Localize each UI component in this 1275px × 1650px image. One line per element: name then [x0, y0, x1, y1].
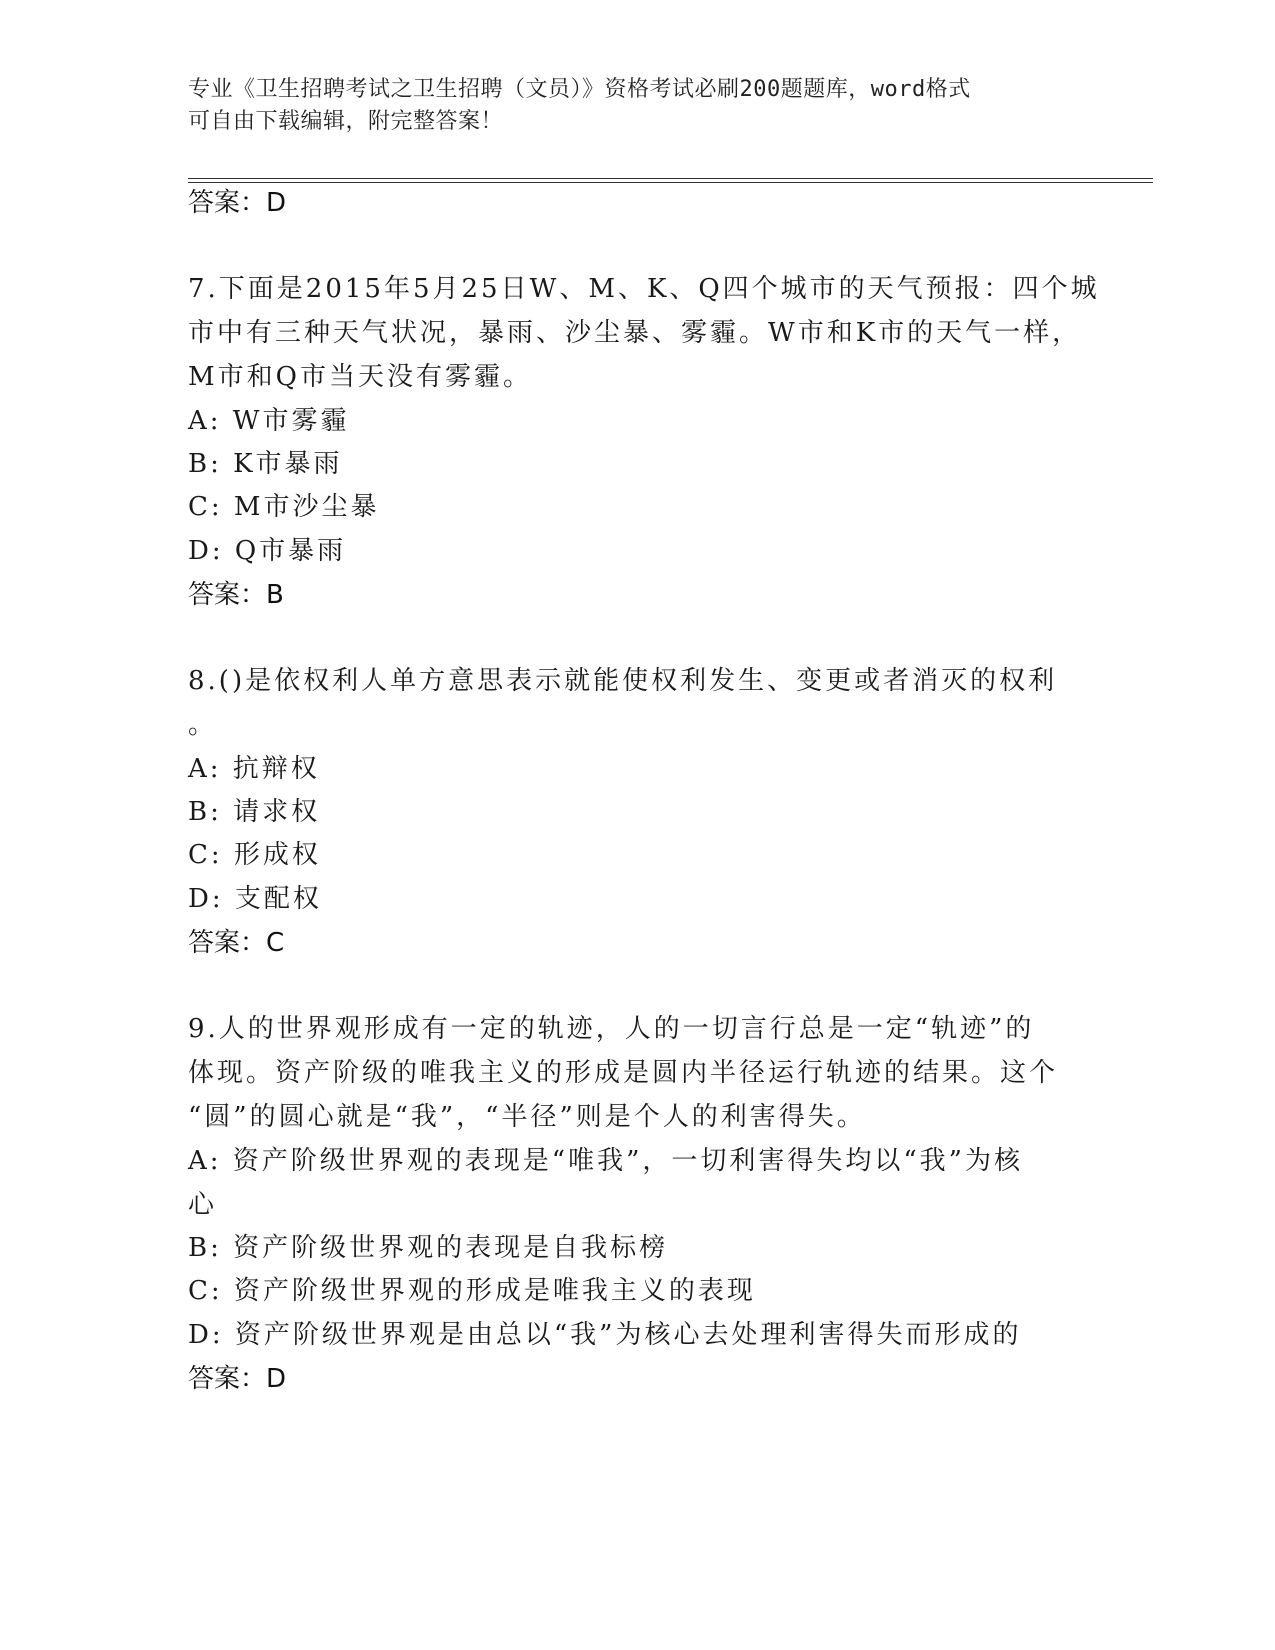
- q7-answer: 答案：B: [188, 580, 284, 610]
- q7-option-c: C: M市沙尘暴: [188, 492, 380, 522]
- q9-stem-line-3: “圆”的圆心就是“我”，“半径”则是个人的利害得失。: [188, 1102, 866, 1132]
- q9-option-a: A: 资产阶级世界观的表现是“唯我”，一切利害得失均以“我”为核: [188, 1146, 1023, 1176]
- q8-stem-line-2: 。: [188, 710, 218, 740]
- q7-stem-line-1: 7.下面是2015年5月25日W、M、K、Q四个城市的天气预报：四个城: [188, 274, 1100, 304]
- q8-option-c: C: 形成权: [188, 840, 321, 870]
- header-line-1: 专业《卫生招聘考试之卫生招聘（文员）》资格考试必刷200题题库，word格式: [188, 77, 971, 102]
- header-divider-top: [188, 178, 1153, 179]
- q9-option-d: D: 资产阶级世界观是由总以“我”为核心去处理利害得失而形成的: [188, 1320, 1022, 1350]
- q9-answer: 答案：D: [188, 1364, 287, 1394]
- q8-option-d: D: 支配权: [188, 884, 322, 914]
- document-header: [188, 74, 1068, 138]
- q7-option-b: B: K市暴雨: [188, 449, 343, 479]
- q9-option-c: C: 资产阶级世界观的形成是唯我主义的表现: [188, 1276, 756, 1306]
- q9-stem-line-2: 体现。资产阶级的唯我主义的形成是圆内半径运行轨迹的结果。这个: [188, 1058, 1059, 1088]
- q7-option-a: A: W市雾霾: [188, 406, 350, 436]
- q8-option-a: A: 抗辩权: [188, 754, 320, 784]
- q9-option-a-continued: 心: [188, 1190, 218, 1220]
- header-line-2: 可自由下载编辑，附完整答案！: [188, 109, 504, 134]
- q8-option-b: B: 请求权: [188, 797, 321, 827]
- q8-answer: 答案：C: [188, 928, 285, 958]
- previous-answer: 答案：D: [188, 188, 287, 218]
- q7-option-d: D: Q市暴雨: [188, 536, 347, 566]
- q7-stem-line-3: M市和Q市当天没有雾霾。: [188, 362, 532, 392]
- q9-option-b: B: 资产阶级世界观的表现是自我标榜: [188, 1233, 669, 1263]
- header-divider-bottom: [188, 182, 1153, 183]
- q8-stem-line-1: 8.()是依权利人单方意思表示就能使权利发生、变更或者消灭的权利: [188, 666, 1058, 696]
- q9-stem-line-1: 9.人的世界观形成有一定的轨迹，人的一切言行总是一定“轨迹”的: [188, 1014, 1035, 1044]
- q7-stem-line-2: 市中有三种天气状况，暴雨、沙尘暴、雾霾。W市和K市的天气一样，: [188, 318, 1082, 348]
